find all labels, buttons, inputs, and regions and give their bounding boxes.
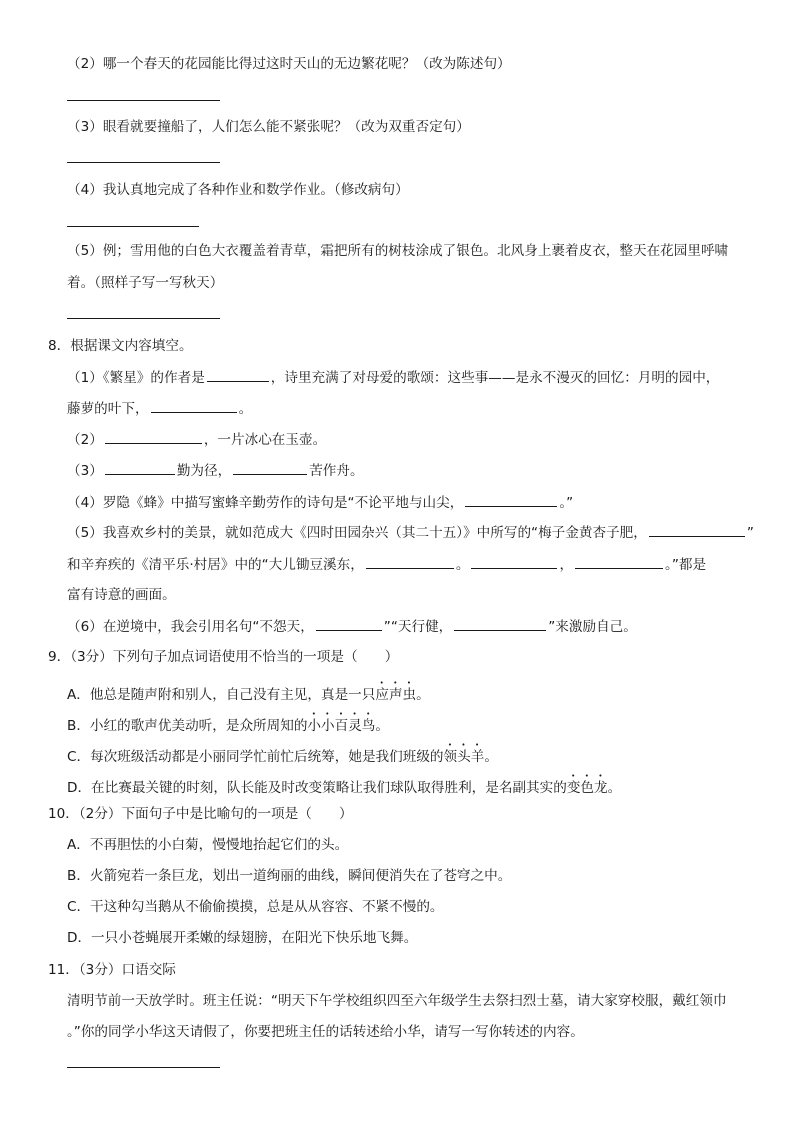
q9-option-a[interactable]: A．他总是随声附和别人，自己没有主见，真是一只应声虫。 xyxy=(67,687,430,703)
q8-blank-4[interactable] xyxy=(105,460,175,475)
q11-stem: 11．（3分）口语交际 xyxy=(48,962,176,978)
q7-item-5-line-2: 着。（照样子写一写秋天） xyxy=(67,275,224,291)
q7-item-3-answer-line[interactable] xyxy=(67,162,220,163)
q7-item-4: （4）我认真地完成了各种作业和数学作业。（修改病句） xyxy=(67,182,409,198)
q8-blank-9[interactable] xyxy=(471,554,557,569)
q8-blank-3[interactable] xyxy=(105,429,202,444)
q8-blank-8[interactable] xyxy=(366,554,454,569)
q10-option-d[interactable]: D．一只小苍蝇展开柔嫩的绿翅膀，在阳光下快乐地飞舞。 xyxy=(67,930,418,946)
q10-option-a[interactable]: A．不再胆怯的小白菊，慢慢地抬起它们的头。 xyxy=(67,837,349,853)
q9-option-b[interactable]: B．小红的歌声优美动听，是众所周知的小小百灵鸟。 xyxy=(67,718,389,734)
q9-option-a-dotted-word: 应声虫 xyxy=(375,687,417,703)
q8-item-4: （4）罗隐《蜂》中描写蜜蜂辛勤劳作的诗句是“不论平地与山尖， 。” xyxy=(67,492,794,513)
q11-paragraph-line-1: 清明节前一天放学时。班主任说：“明天下午学校组织四至六年级学生去祭扫烈士墓，请大家穿校服，戴红领巾 xyxy=(67,993,727,1009)
q8-item-6: （6）在逆境中，我会引用名句“不怨天， ”“天行健， ”来激励自己。 xyxy=(67,616,794,637)
q9-option-c[interactable]: C．每次班级活动都是小丽同学忙前忙后统筹，她是我们班级的领头羊。 xyxy=(67,749,498,765)
q8-blank-7[interactable] xyxy=(649,522,745,537)
q8-item-2: （2） ，一片冰心在玉壶。 xyxy=(67,429,794,450)
q8-item-1-line-1: （1）《繁星》的作者是 ，诗里充满了对母爱的歌颂：这些事——是永不漫灭的回忆：月明的园中， xyxy=(67,367,794,388)
q8-blank-2[interactable] xyxy=(151,398,237,413)
q9-stem: 9．（3分）下列句子加点词语使用不恰当的一项是（ ） xyxy=(48,649,399,665)
q9-option-b-dotted-word: 小小百灵鸟 xyxy=(307,718,376,734)
q10-stem: 10．（2分）下面句子中是比喻句的一项是（ ） xyxy=(48,806,353,822)
q8-blank-5[interactable] xyxy=(233,460,307,475)
q10-option-c[interactable]: C．干这种勾当鹅从不偷偷摸摸，总是从从容容、不紧不慢的。 xyxy=(67,899,444,915)
q9-option-c-dotted-word: 领头羊 xyxy=(443,749,485,765)
q8-title: 8．根据课文内容填空。 xyxy=(48,338,193,354)
q9-option-d-dotted-word: 变色龙 xyxy=(566,780,608,796)
q8-item-5-line-1: （5）我喜欢乡村的美景，就如范成大《四时田园杂兴（其二十五）》中所写的“梅子金黄杏子肥， ” xyxy=(67,522,794,543)
q8-blank-11[interactable] xyxy=(316,616,382,631)
q8-blank-10[interactable] xyxy=(575,554,663,569)
q8-blank-1[interactable] xyxy=(207,367,269,382)
q9-option-d[interactable]: D．在比赛最关键的时刻，队长能及时改变策略让我们球队取得胜利，是名副其实的变色龙。 xyxy=(67,780,622,796)
q7-item-4-answer-line[interactable] xyxy=(67,226,199,227)
q7-item-2-answer-line[interactable] xyxy=(67,100,220,101)
q11-paragraph-line-2: 。”你的同学小华这天请假了，你要把班主任的话转述给小华，请写一写你转述的内容。 xyxy=(67,1024,584,1040)
q7-item-3: （3）眼看就要撞船了，人们怎么能不紧张呢？（改为双重否定句） xyxy=(67,119,470,135)
q10-option-b[interactable]: B．火箭宛若一条巨龙，划出一道绚丽的曲线，瞬间便消失在了苍穹之中。 xyxy=(67,868,512,884)
q7-item-5-answer-line[interactable] xyxy=(67,318,220,319)
q8-item-5-line-3: 富有诗意的画面。 xyxy=(67,587,176,603)
q8-item-3: （3） 勤为径， 苦作舟。 xyxy=(67,460,794,481)
q7-item-2: （2）哪一个春天的花园能比得过这时天山的无边繁花呢？（改为陈述句） xyxy=(67,56,511,72)
q8-item-1-line-2: 藤萝的叶下， 。 xyxy=(67,398,794,419)
q11-answer-line[interactable] xyxy=(67,1067,220,1068)
q8-item-5-line-2: 和辛弃疾的《清平乐·村居》中的“大儿锄豆溪东， 。 ， 。”都是 xyxy=(67,554,794,575)
q8-blank-6[interactable] xyxy=(465,492,557,507)
q8-blank-12[interactable] xyxy=(454,616,546,631)
q7-item-5-line-1: （5）例；雪用他的白色大衣覆盖着青草，霜把所有的树枝涂成了银色。北风身上裹着皮衣，整天在花园里呼啸 xyxy=(67,243,729,259)
